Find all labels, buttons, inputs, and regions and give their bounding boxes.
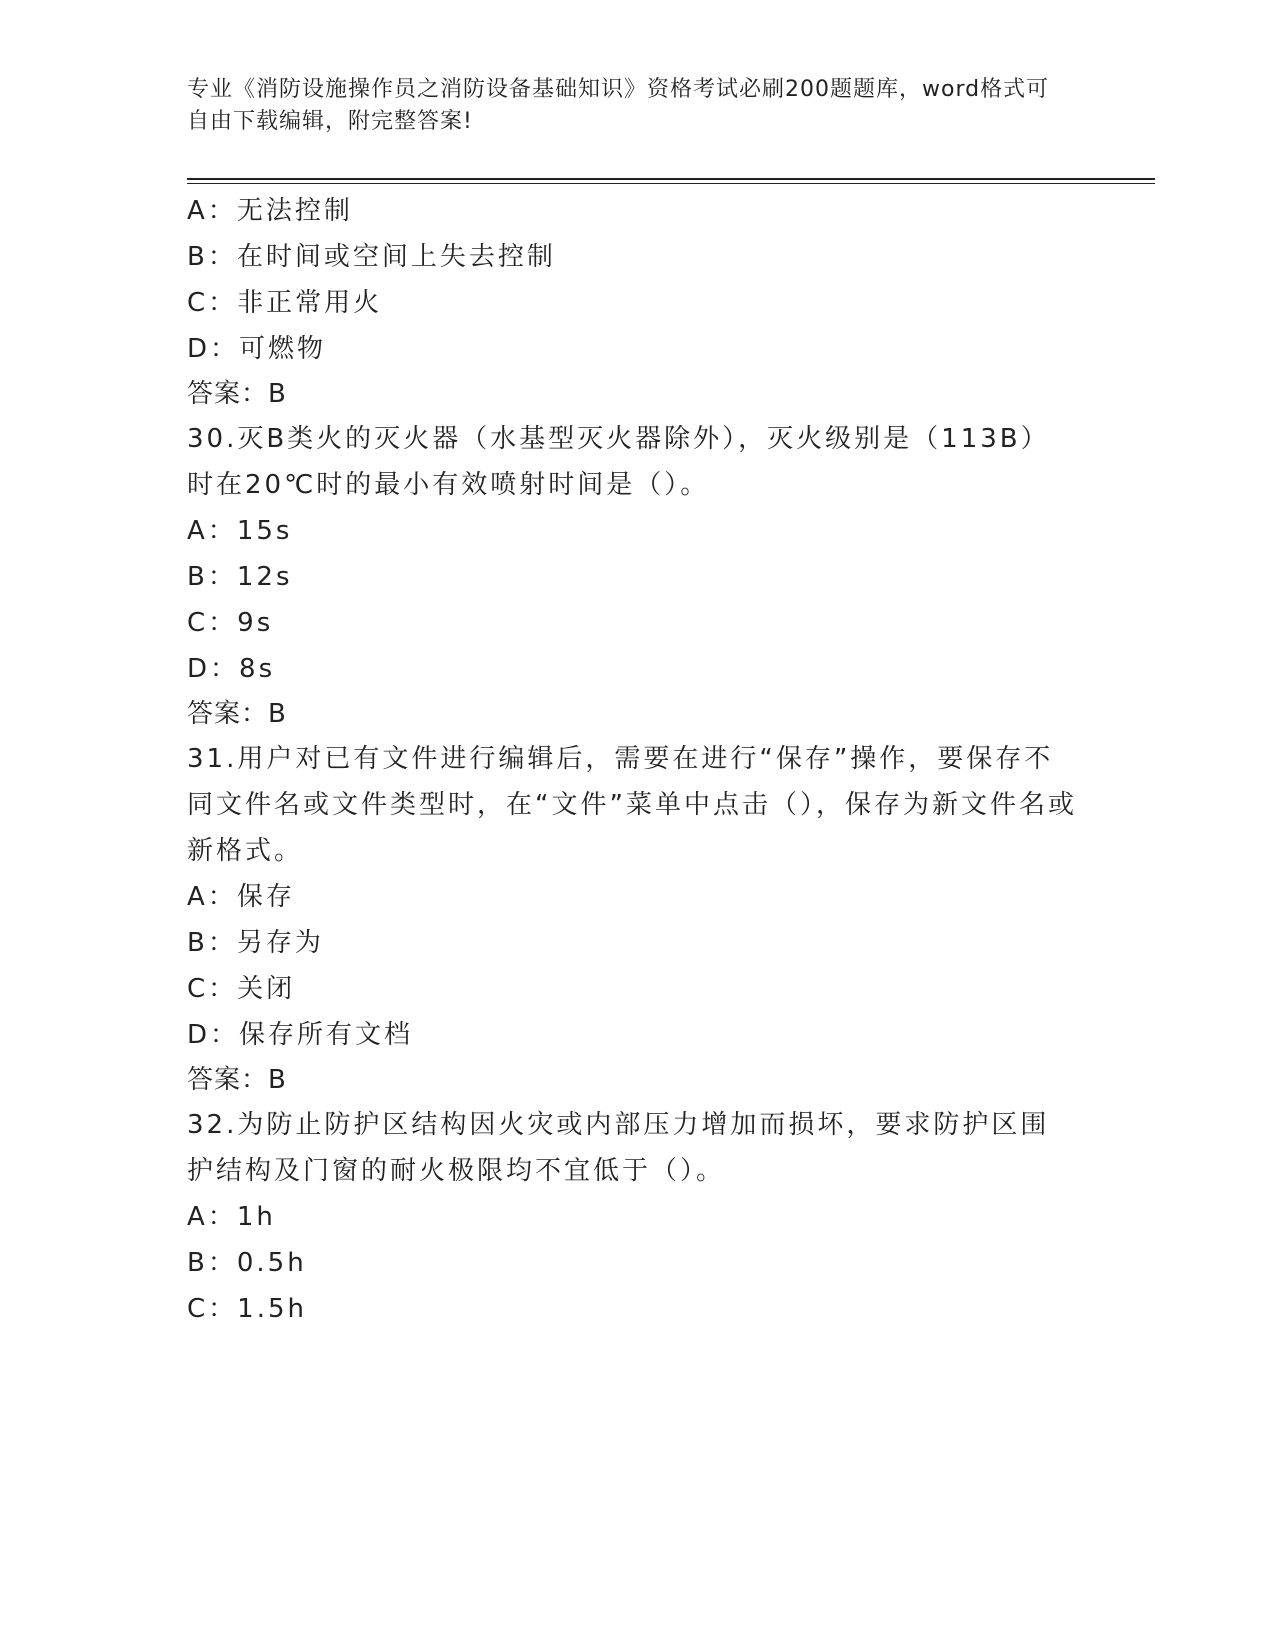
option-text: 0.5h — [236, 1248, 307, 1278]
option-separator: ： — [207, 882, 237, 912]
question-stem: 31.用户对已有文件进行编辑后，需要在进行“保存”操作，要保存不同文件名或文件类型时，在“文件”菜单中点击（），保存为新文件名或新格式。 — [187, 744, 1077, 866]
option-b — [187, 554, 1087, 600]
option-letter: A — [187, 882, 208, 912]
document-header — [187, 74, 1067, 138]
option-a — [187, 1194, 1087, 1240]
option-letter: B — [187, 1248, 208, 1278]
answer-line: 答案：B — [187, 699, 287, 729]
option-a — [187, 188, 1087, 234]
option-letter: B — [187, 928, 208, 958]
option-a — [187, 874, 1087, 920]
option-c — [187, 1286, 1087, 1332]
question-stem: 30.灭B类火的灭火器（水基型灭火器除外），灭火级别是（113B）时在20℃时的最小有效喷射时间是（）。 — [187, 424, 1050, 500]
option-b — [187, 1240, 1087, 1286]
option-separator: ： — [207, 562, 237, 592]
option-separator: ： — [207, 1202, 237, 1232]
option-letter: A — [187, 1202, 208, 1232]
answer-line: 答案：B — [187, 1065, 287, 1095]
option-text: 12s — [236, 562, 293, 592]
option-separator: ： — [210, 334, 240, 364]
question-list — [187, 188, 1087, 1332]
option-separator: ： — [207, 242, 237, 272]
option-text: 另存为 — [236, 928, 324, 958]
option-d — [187, 326, 1087, 372]
option-letter: C — [187, 974, 209, 1004]
option-text: 可燃物 — [239, 334, 327, 364]
option-c — [187, 280, 1087, 326]
option-letter: B — [187, 562, 208, 592]
option-b — [187, 234, 1087, 280]
header-title: 专业《消防设施操作员之消防设备基础知识》资格考试必刷200题题库，word格式可自由下载编辑，附完整答案! — [187, 77, 1050, 134]
option-c — [187, 966, 1087, 1012]
option-separator: ： — [208, 1294, 238, 1324]
option-letter: C — [187, 1294, 209, 1324]
option-letter: D — [187, 654, 211, 684]
option-text: 15s — [236, 516, 293, 546]
option-separator: ： — [208, 608, 238, 638]
question-continued — [187, 188, 1087, 416]
header-divider-thick — [187, 178, 1155, 180]
option-d — [187, 1012, 1087, 1058]
option-separator: ： — [207, 1248, 237, 1278]
option-letter: D — [187, 1020, 211, 1050]
question-30 — [187, 416, 1087, 736]
option-letter: C — [187, 608, 209, 638]
option-text: 9s — [237, 608, 274, 638]
option-separator: ： — [210, 1020, 240, 1050]
option-separator: ： — [207, 928, 237, 958]
question-stem: 32.为防止防护区结构因火灾或内部压力增加而损坏，要求防护区围护结构及门窗的耐火极限均不宜低于（）。 — [187, 1110, 1050, 1186]
option-text: 无法控制 — [236, 196, 353, 226]
option-letter: A — [187, 516, 208, 546]
option-a — [187, 508, 1087, 554]
option-text: 1h — [236, 1202, 276, 1232]
option-separator: ： — [210, 654, 240, 684]
option-separator: ： — [208, 974, 238, 1004]
question-32 — [187, 1102, 1087, 1332]
option-text: 8s — [239, 654, 276, 684]
option-b — [187, 920, 1087, 966]
option-letter: A — [187, 196, 208, 226]
option-separator: ： — [208, 288, 238, 318]
option-text: 非正常用火 — [237, 288, 383, 318]
option-text: 在时间或空间上失去控制 — [236, 242, 556, 272]
question-31 — [187, 736, 1087, 1102]
option-text: 保存 — [236, 882, 295, 912]
option-separator: ： — [207, 516, 237, 546]
option-text: 关闭 — [237, 974, 296, 1004]
option-text: 1.5h — [237, 1294, 307, 1324]
header-divider-thin — [187, 183, 1155, 184]
option-d — [187, 646, 1087, 692]
option-text: 保存所有文档 — [239, 1020, 414, 1050]
option-letter: B — [187, 242, 208, 272]
option-letter: D — [187, 334, 211, 364]
option-separator: ： — [207, 196, 237, 226]
answer-line: 答案：B — [187, 379, 287, 409]
option-c — [187, 600, 1087, 646]
option-letter: C — [187, 288, 209, 318]
